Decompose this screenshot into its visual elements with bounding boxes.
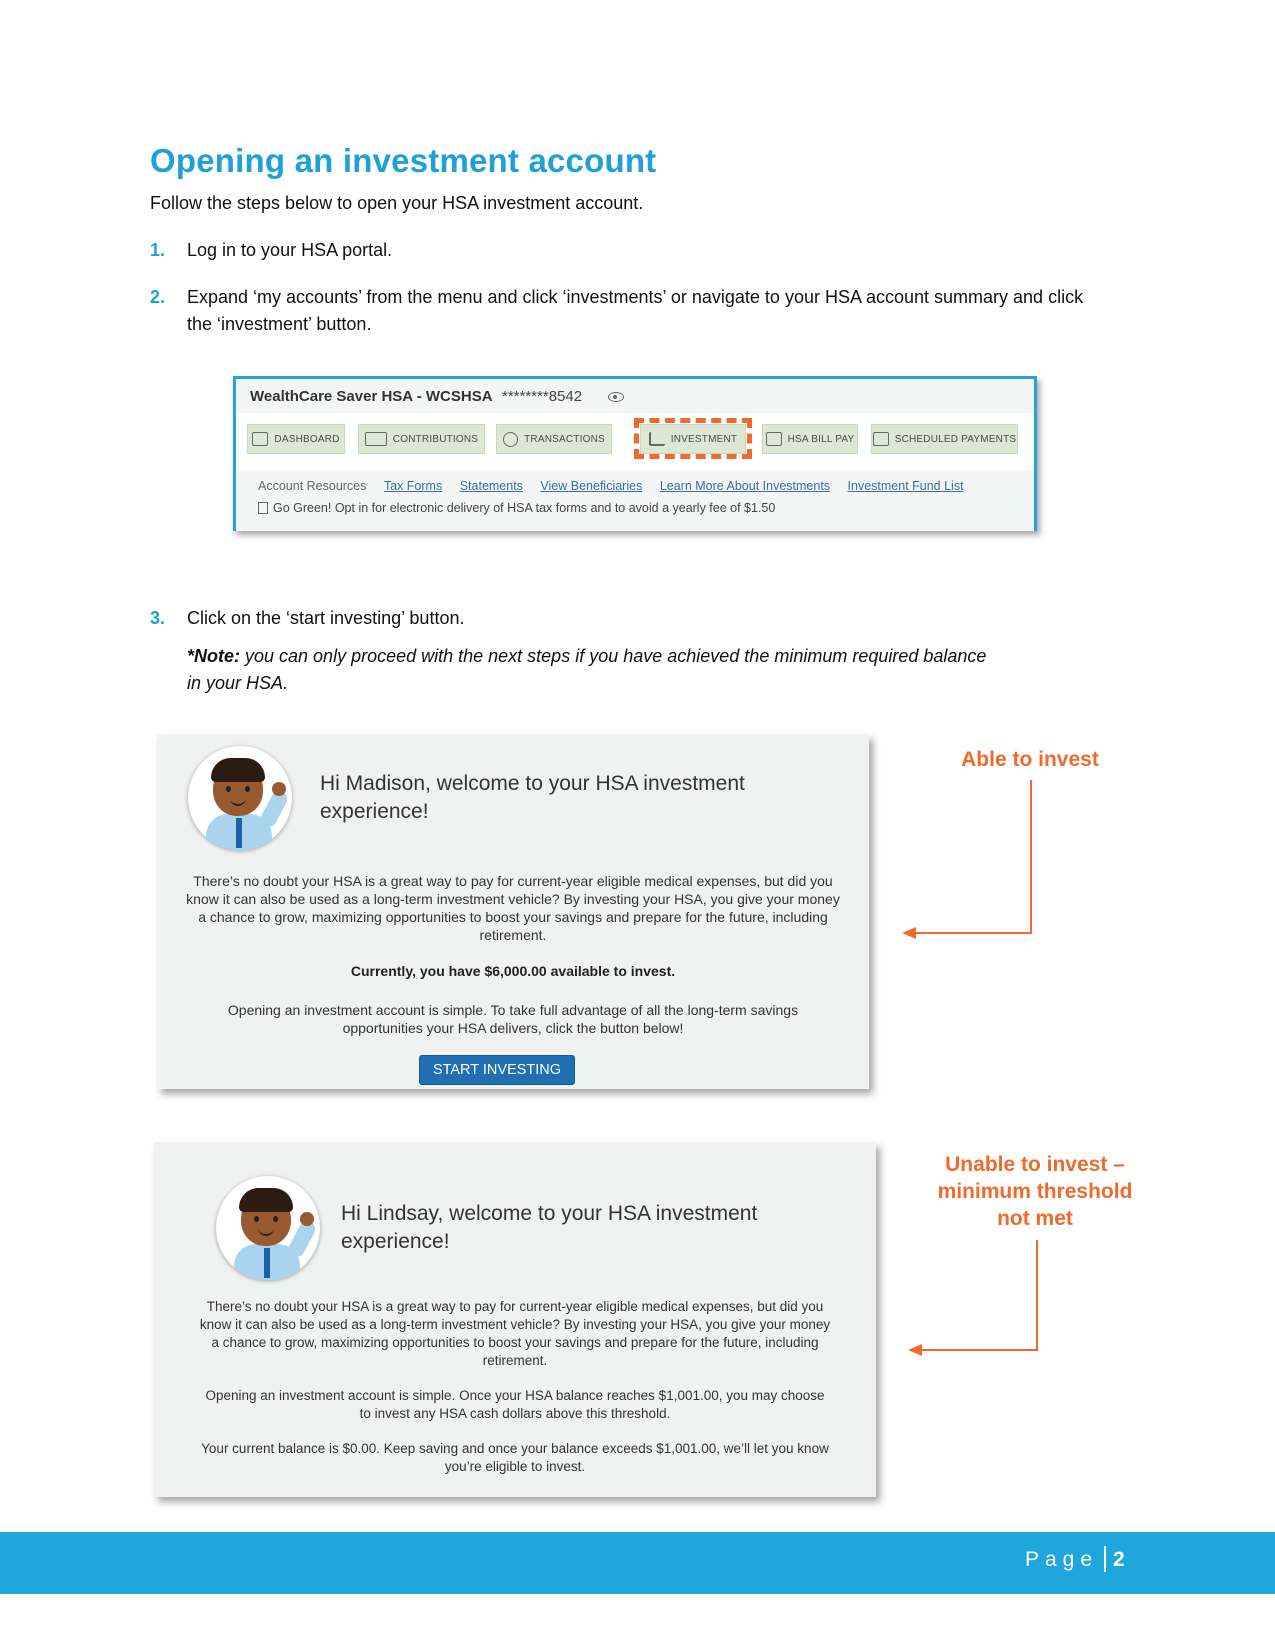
text-line: a chance to grow, maximizing opportunities to boost your savings and prepare for the future, including xyxy=(198,909,828,925)
text-line: know it can also be used as a long-term investment vehicle? By investing your HSA, you give your money xyxy=(186,891,840,907)
tax-forms-link[interactable]: Tax Forms xyxy=(383,479,443,493)
dollar-icon xyxy=(503,432,518,447)
step-text-line1: Expand ‘my accounts’ from the menu and click ‘investments’ or navigate to your HSA account summary and click xyxy=(187,287,1084,307)
transactions-button[interactable] xyxy=(496,424,612,454)
text-line: to invest any HSA cash dollars above this threshold. xyxy=(359,1406,671,1421)
step-text: Click on the ‘start investing’ button. xyxy=(187,608,465,628)
page-number: 2 xyxy=(1113,1548,1125,1571)
page-footer xyxy=(0,1532,1275,1594)
scheduled-payments-button[interactable] xyxy=(871,424,1018,454)
nav-label: DASHBOARD xyxy=(274,433,340,445)
note-text-line1: you can only proceed with the next steps if you have achieved the minimum required balance xyxy=(240,646,987,666)
view-beneficiaries-link[interactable]: View Beneficiaries xyxy=(540,479,643,493)
calendar-icon xyxy=(873,432,889,446)
step-text: Log in to your HSA portal. xyxy=(187,240,393,260)
nav-label: INVESTMENT xyxy=(670,433,738,445)
text-line: you’re eligible to invest. xyxy=(444,1459,586,1474)
page-title: Opening an investment account xyxy=(150,142,657,179)
step-number: 1. xyxy=(150,240,166,260)
briefcase-icon xyxy=(252,432,268,446)
investment-fund-list-link[interactable]: Investment Fund List xyxy=(847,479,964,493)
leaf-document-icon xyxy=(258,502,268,514)
step-number: 2. xyxy=(150,287,166,307)
text-line: Your current balance is $0.00. Keep saving and once your balance exceeds $1,001.00, we’ll let you know xyxy=(201,1441,829,1456)
available-amount: $6,000.00 xyxy=(484,963,547,979)
intro-paragraph xyxy=(154,1298,876,1370)
text-line: Opening an investment account is simple. To take full advantage of all the long-term savings xyxy=(227,1002,799,1018)
text-line: There’s no doubt your HSA is a great way to pay for current-year eligible medical expenses, but did you xyxy=(206,1299,824,1314)
greeting-line: Hi Lindsay, welcome to your HSA investment xyxy=(341,1202,758,1225)
arrow-unable-head xyxy=(908,1344,922,1356)
note xyxy=(187,643,1047,697)
text-line: retirement. xyxy=(482,1353,548,1368)
start-investing-button[interactable]: START INVESTING xyxy=(419,1055,575,1085)
text-line: retirement. xyxy=(479,927,547,943)
callout-line: Unable to invest – xyxy=(945,1153,1125,1176)
dashboard-button[interactable] xyxy=(247,424,345,454)
welcome-card-unable xyxy=(154,1142,876,1497)
eye-icon[interactable] xyxy=(608,392,624,402)
learn-more-investments-link[interactable]: Learn More About Investments xyxy=(659,479,831,493)
account-header xyxy=(236,379,1034,413)
arrow-unable xyxy=(918,1240,1037,1350)
page-label: Page xyxy=(1025,1548,1099,1571)
available-suffix: available to invest. xyxy=(546,963,676,979)
greeting-line: experience! xyxy=(320,800,429,823)
go-green-notice[interactable] xyxy=(258,501,775,515)
nav-label: CONTRIBUTIONS xyxy=(392,433,479,445)
greeting xyxy=(320,770,745,826)
available-prefix: Currently, you have xyxy=(350,963,485,979)
step-number: 3. xyxy=(150,608,166,628)
greeting-line: Hi Madison, welcome to your HSA investment xyxy=(320,772,745,795)
text-line: There’s no doubt your HSA is a great way to pay for current-year eligible medical expenses, but did you xyxy=(193,873,833,889)
note-label: *Note: xyxy=(187,646,240,666)
arrow-able-head xyxy=(902,927,916,939)
avatar xyxy=(216,1176,320,1280)
step-text-line2: the ‘investment’ button. xyxy=(187,314,372,334)
arrow-able xyxy=(912,780,1031,933)
contributions-button[interactable] xyxy=(358,424,485,454)
hsa-bill-pay-button[interactable] xyxy=(762,424,858,454)
nav-label: TRANSACTIONS xyxy=(524,433,605,445)
resources-row xyxy=(258,479,964,493)
avatar xyxy=(188,746,292,850)
go-green-text: Go Green! Opt in for electronic delivery of HSA tax forms and to avoid a yearly fee of $1.50 xyxy=(273,501,776,515)
text-line: Opening an investment account is simple. Once your HSA balance reaches $1,001.00, you may choose xyxy=(205,1388,825,1403)
welcome-card-able xyxy=(157,734,869,1089)
text-line: a chance to grow, maximizing opportunities to boost your savings and prepare for the future, including xyxy=(211,1335,819,1350)
callout-unable xyxy=(910,1151,1160,1232)
intro-paragraph xyxy=(157,872,869,944)
account-resources xyxy=(236,471,1034,531)
greeting xyxy=(341,1200,757,1256)
statements-link[interactable]: Statements xyxy=(459,479,523,493)
available-balance xyxy=(157,962,869,980)
bill-icon xyxy=(766,432,782,446)
callout-line: not met xyxy=(997,1207,1073,1230)
nav-label: HSA BILL PAY xyxy=(787,433,855,445)
balance-paragraph xyxy=(154,1440,876,1476)
callout-line: minimum threshold xyxy=(937,1180,1133,1203)
cash-icon xyxy=(365,432,387,446)
investment-highlight xyxy=(634,418,752,459)
note-text-line2: in your HSA. xyxy=(187,673,289,693)
instructions-paragraph xyxy=(157,1001,869,1037)
text-line: know it can also be used as a long-term investment vehicle? By investing your HSA, you give your money xyxy=(199,1317,831,1332)
threshold-paragraph xyxy=(154,1387,876,1423)
page-separator xyxy=(1104,1546,1106,1572)
account-summary-panel xyxy=(233,376,1037,531)
greeting-line: experience! xyxy=(341,1230,450,1253)
intro-text: Follow the steps below to open your HSA investment account. xyxy=(150,193,644,213)
account-title: WealthCare Saver HSA - WCSHSA xyxy=(250,388,493,405)
account-number: ********8542 xyxy=(502,388,583,405)
resources-label: Account Resources xyxy=(258,479,367,493)
nav-label: SCHEDULED PAYMENTS xyxy=(894,433,1017,445)
text-line: opportunities your HSA delivers, click the button below! xyxy=(342,1020,684,1036)
callout-able: Able to invest xyxy=(961,748,1099,771)
